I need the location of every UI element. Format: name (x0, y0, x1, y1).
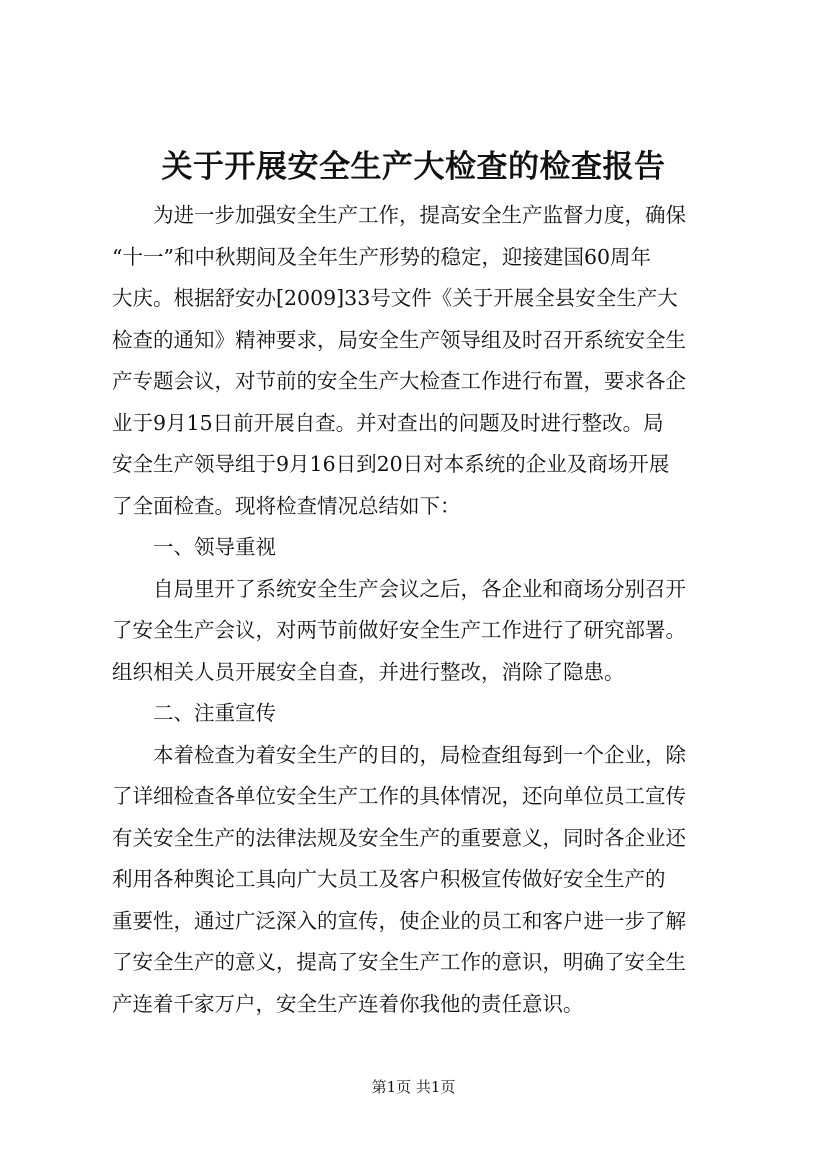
section-heading: 一、领导重视 (112, 535, 276, 559)
body-line: 安全生产领导组于9月16日到20日对本系统的企业及商场开展 (112, 452, 670, 476)
document-body (112, 195, 722, 1025)
body-line: 组织相关人员开展安全自查，并进行整改，消除了隐患。 (112, 659, 625, 684)
body-line: 产连着千家万户，安全生产连着你我他的责任意识。 (112, 991, 584, 1016)
section-heading: 二、注重宣传 (112, 701, 276, 725)
body-line: 业于9月15日前开展自查。并对查出的问题及时进行整改。局 (112, 410, 664, 435)
body-line: 了全面检查。现将检查情况总结如下： (112, 493, 461, 518)
body-line: 本着检查为着安全生产的目的，局检查组每到一个企业，除 (112, 742, 686, 767)
body-line: 有关安全生产的法律法规及安全生产的重要意义，同时各企业还 (112, 825, 686, 850)
body-line: 产专题会议，对节前的安全生产大检查工作进行布置，要求各企 (112, 369, 686, 393)
body-line: 为进一步加强安全生产工作，提高安全生产监督力度，确保 (112, 203, 686, 227)
body-line: 了安全生产会议，对两节前做好安全生产工作进行了研究部署。 (112, 618, 686, 642)
page-footer: 第1页 共1页 (371, 1078, 456, 1096)
body-line: 了详细检查各单位安全生产工作的具体情况，还向单位员工宣传 (112, 784, 686, 808)
body-line: “十一”和中秋期间及全年生产形势的稳定，迎接建国60周年 (112, 244, 652, 269)
body-line: 自局里开了系统安全生产会议之后，各企业和商场分别召开 (112, 576, 686, 601)
body-line: 了安全生产的意义，提高了安全生产工作的意识，明确了安全生 (112, 950, 686, 974)
body-line: 检查的通知》精神要求，局安全生产领导组及时召开系统安全生 (112, 327, 686, 352)
body-line: 重要性，通过广泛深入的宣传，使企业的员工和客户进一步了解 (112, 908, 686, 933)
body-line: 大庆。根据舒安办[2009]33号文件《关于开展全县安全生产大 (112, 286, 678, 310)
body-line: 利用各种舆论工具向广大员工及客户积极宣传做好安全生产的 (112, 867, 666, 891)
document-title: 关于开展安全生产大检查的检查报告 (161, 149, 666, 185)
